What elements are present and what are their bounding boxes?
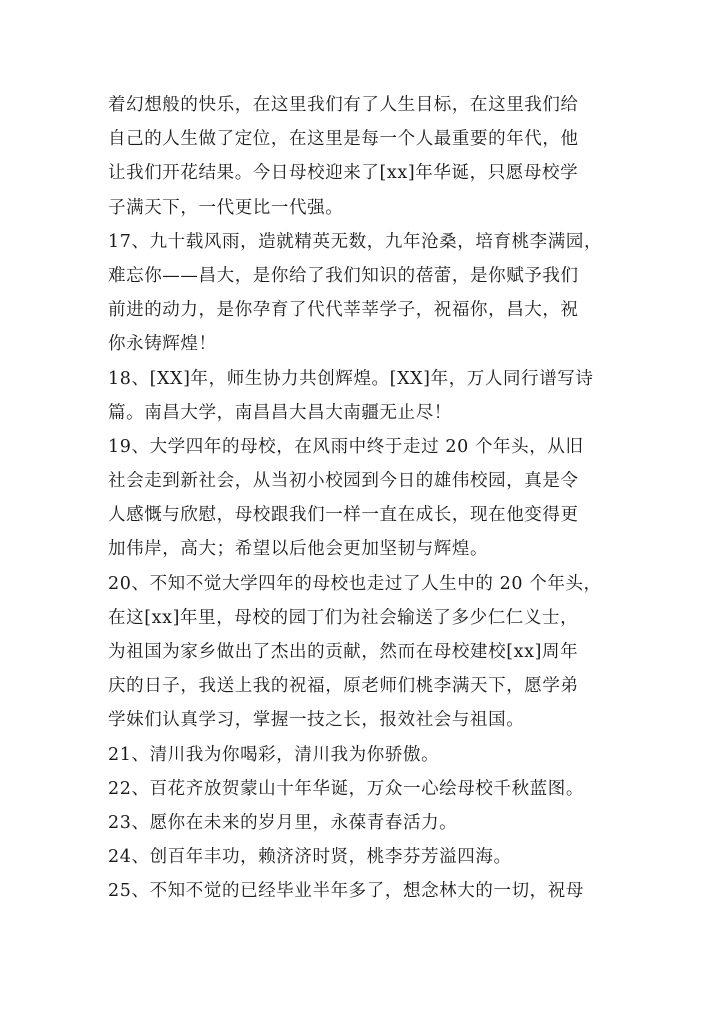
text-line: 自己的人生做了定位，在这里是每一个人最重要的年代，他 [108,129,579,150]
text-line: 加伟岸，高大；希望以后他会更加坚韧与辉煌。 [108,539,489,560]
text-line: 篇。南昌大学，南昌昌大昌大南疆无止尽！ [108,402,452,423]
text-line: 19、大学四年的母校，在风雨中终于走过 20 个年头，从旧 [108,436,584,457]
text-line: 难忘你——昌大，是你给了我们知识的蓓蕾，是你赋予我们 [108,265,579,286]
text-line: 让我们开花结果。今日母校迎来了[xx]年华诞，只愿母校学 [108,163,579,184]
text-line: 21、清川我为你喝彩，清川我为你骄傲。 [108,744,440,765]
text-line: 社会走到新社会，从当初小校园到今日的雄伟校园，真是令 [108,471,579,492]
text-line: 庆的日子，我送上我的祝福，原老师们桃李满天下，愿学弟 [108,676,579,697]
text-line: 23、愿你在未来的岁月里，永葆青春活力。 [108,812,458,833]
text-line: 在这[xx]年里，母校的园丁们为社会输送了多少仁仁义士， [108,607,579,628]
text-line: 着幻想般的快乐，在这里我们有了人生目标，在这里我们给 [108,95,579,115]
text-line: 18、[XX]年，师生协力共创辉煌。[XX]年，万人同行谱写诗 [108,368,594,389]
text-line: 前进的动力，是你孕育了代代莘莘学子，祝福你，昌大，祝 [108,300,579,321]
text-line: 24、创百年丰功，赖济济时贤，桃李芬芳溢四海。 [108,847,512,868]
text-line: 17、九十载风雨，造就精英无数，九年沧桑，培育桃李满园， [108,231,603,252]
text-line: 你永铸辉煌！ [108,334,217,355]
text-line: 子满天下，一代更比一代强。 [108,197,344,218]
text-line: 22、百花齐放贺蒙山十年华诞，万众一心绘母校千秋蓝图。 [108,778,584,799]
text-line: 人感慨与欣慰，母校跟我们一样一直在成长，现在他变得更 [108,505,579,526]
text-line: 20、不知不觉大学四年的母校也走过了人生中的 20 个年头， [108,573,602,594]
text-line: 25、不知不觉的已经毕业半年多了，想念林大的一切，祝母 [108,881,584,902]
document-body [108,88,628,909]
text-line: 为祖国为家乡做出了杰出的贡献，然而在母校建校[xx]周年 [108,642,579,662]
text-line: 学妹们认真学习，掌握一技之长，报效社会与祖国。 [108,710,525,731]
